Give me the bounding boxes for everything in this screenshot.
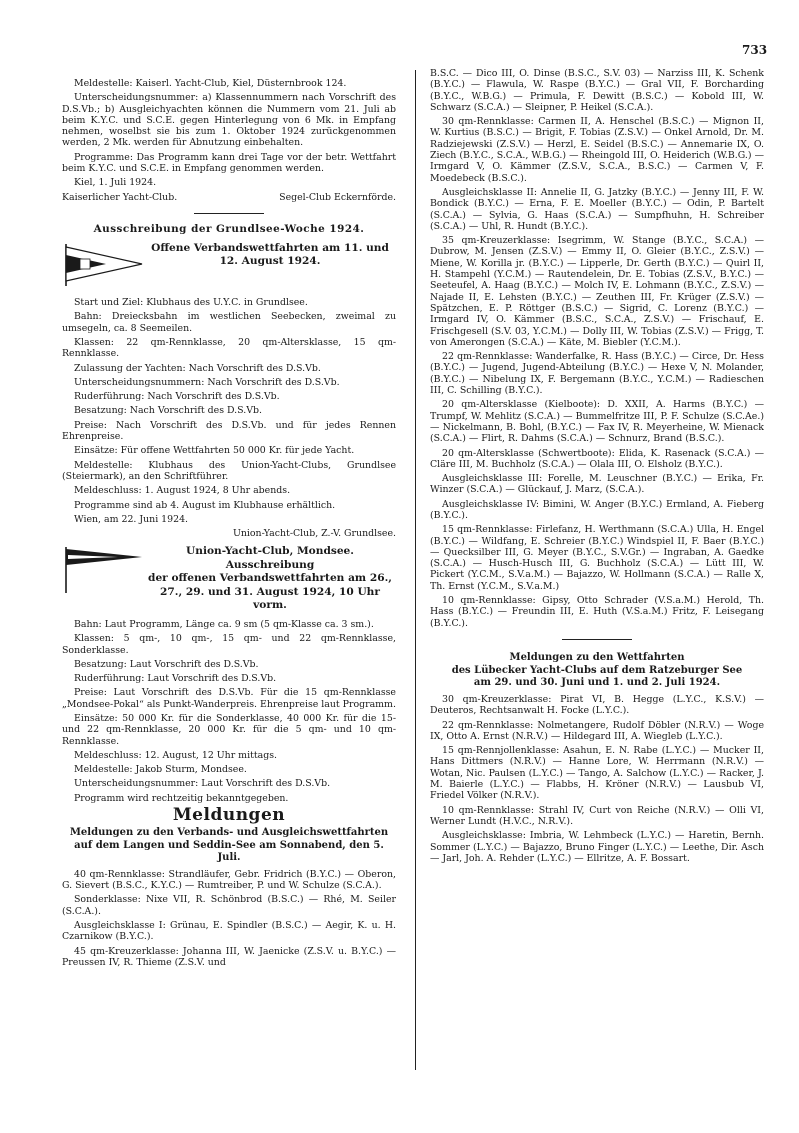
kiel-signatures (62, 192, 396, 203)
grundlsee-item: Besatzung: Nach Vorschrift des D.S.Vb. (74, 405, 262, 417)
mondsee-title: Ausschreibung (225, 558, 315, 571)
luebeck-item: Ausgleichsklasse: Imbria, W. Lehmbeck (L.Y.C.) — Haretin, Bernh. Sommer (L.Y.C.) — Bajazzo, Bruno Finger (L.Y.C.) — Leethe, Dir. Asch — Jarl, Joh. A. Rehder (L.Y.C.) — Ellritze, A. F. Bossart. (430, 830, 764, 864)
luebeck-item: 10 qm-Rennklasse: Strahl IV, Curt von Reiche (N.R.V.) — Olli VI, Werner Lundt (H.V.C., N.R.V.). (430, 804, 764, 827)
grundlsee-item: Meldestelle: Klubhaus des Union-Yacht-Clubs, Grundlsee (Steiermark), an den Schriftführer. (62, 459, 396, 482)
grundlsee-item: Ruderführung: Nach Vorschrift des D.S.Vb. (74, 391, 280, 403)
column-divider (415, 70, 416, 1070)
grundlsee-item: Klassen: 22 qm-Rennklasse, 20 qm-Altersklasse, 15 qm-Rennklasse. (62, 336, 396, 360)
kiel-sign-right: Segel-Club Eckernförde. (279, 191, 396, 203)
mondsee-header-text: der offenen Verbandswettfahrten am 26., 27., 29. und 31. August 1924, 10 Uhr vorm. (148, 572, 392, 612)
entry-list-item: 22 qm-Rennklasse: Wanderfalke, R. Hass (B.Y.C.) — Circe, Dr. Hess (B.Y.C.) — Jugend, Jugend-Abteilung (B.Y.C.) — Hexe V, N. Molander, (B.Y.C.) — Nibelung IX, F. Bergemann (B.Y.C., Y.C.M.) — Radieschen III, C. Schilling (B.Y.C.). (430, 351, 764, 397)
mondsee-item: Bahn: Laut Programm, Länge ca. 9 sm (5 qm-Klasse ca. 3 sm.). (74, 618, 374, 630)
mondsee-section (62, 545, 396, 804)
entry-list-item: B.S.C. — Dico III, O. Dinse (B.S.C., S.V. 03) — Narziss III, K. Schenk (B.Y.C.) — Flawula, W. Raspe (B.Y.C.) — Gral VII, F. Borcharding (B.Y.C., W.B.G.) — Primula, F. Dewitt (B.S.C.) — Kobold III, W. Schwarz (S.C.A.) — Sleipner, P. Heikel (S.C.A.). (430, 68, 764, 113)
mondsee-item: Meldeschluss: 12. August, 12 Uhr mittags. (74, 749, 277, 761)
kiel-sign-left: Kaiserlicher Yacht-Club. (62, 191, 178, 203)
luebeck-section (430, 652, 764, 864)
grundlsee-date: Wien, am 22. Juni 1924. (74, 513, 189, 525)
mondsee-club: Union-Yacht-Club, Mondsee. (186, 545, 354, 558)
luebeck-item: 22 qm-Rennklasse: Nolmetangere, Rudolf Döbler (N.R.V.) — Woge IX, Otto A. Ernst (N.R.V.) — Hildegard III, A. Wiegleb (L.Y.C.). (430, 719, 764, 742)
grundlsee-item: Programme sind ab 4. August im Klubhause erhältlich. (74, 499, 336, 511)
pennant-icon-mondsee (62, 545, 144, 598)
mondsee-item: Preise: Laut Vorschrift des D.S.Vb. Für die 15 qm-Rennklasse „Mondsee-Pokal“ als Punkt-Wanderpreis. Ehrenpreise laut Programm. (62, 687, 396, 710)
mondsee-item: Einsätze: 50 000 Kr. für die Sonderklasse, 40 000 Kr. für die 15- und 22 qm-Rennklasse, 20 000 Kr. für die 5 qm- und 10 qm-Rennklasse. (62, 712, 396, 747)
section-rule (194, 213, 264, 215)
kiel-date: Kiel, 1. Juli 1924. (74, 177, 157, 189)
mondsee-item: Meldestelle: Jakob Sturm, Mondsee. (74, 764, 247, 776)
page-number: 733 (742, 43, 768, 57)
meldungen-item: Ausgleichsklasse I: Grünau, E. Spindler (B.S.C.) — Aegir, K. u. H. Czarnikow (B.Y.C.). (62, 920, 396, 943)
grundlsee-section (62, 224, 396, 539)
grundlsee-item: Start und Ziel: Klubhaus des U.Y.C. in Grundlsee. (74, 297, 308, 309)
mondsee-item: Klassen: 5 qm-, 10 qm-, 15 qm- und 22 qm-Rennklasse, Sonderklasse. (62, 633, 396, 656)
grundlsee-item: Einsätze: Für offene Wettfahrten 50 000 Kr. für jede Yacht. (74, 445, 355, 457)
meldungen-title: Meldungen (172, 805, 286, 826)
kiel-notice (62, 78, 396, 203)
meldungen-item: 45 qm-Kreuzerklasse: Johanna III, W. Jaenicke (Z.S.V. u. B.Y.C.) — Preussen IV, R. Thieme (Z.S.V. und (62, 945, 396, 968)
mondsee-item: Besatzung: Laut Vorschrift des D.S.Vb. (74, 658, 259, 670)
entry-list-item: Ausgleichsklasse II: Annelie II, G. Jatzky (B.Y.C.) — Jenny III, F. W. Bondick (B.Y.C.) — Erna, F. E. Moeller (B.Y.C.) — Odin, P. Bartelt (S.C.A.) — Sylvia, G. Haas (S.C.A.) — Sumpfhuhn, H. Schreiber (S.C.A.) — Uhl, R. Hundt (B.Y.C.). (430, 186, 764, 232)
entry-list-item: 10 qm-Rennklasse: Gipsy, Otto Schrader (V.S.a.M.) Herold, Th. Hass (B.Y.C.) — Freundin III, E. Huth (V.S.a.M.) Fritz, F. Leisegang (B.Y.C.). (430, 595, 764, 629)
kiel-unterscheidung: Unterscheidungsnummer: a) Klassennummern nach Vorschrift des D.S.Vb.; b) Ausgleichyachten können die Nummern vom 21. Juli ab beim K.Y.C. und S.C.E. gegen Hinterlegung von 6 Mk. in Empfang nehmen, woselbst sie bis zum 1. Oktober 1924 zurückgenommen werden, 2 Mk. werden für Abnutzung einbehalten. (62, 92, 396, 149)
entry-list-item: 20 qm-Altersklasse (Schwertboote): Elida, K. Rasenack (S.C.A.) — Cläre III, M. Buchholz (S.C.A.) — Olala III, O. Elsholz (B.Y.C.). (430, 447, 764, 470)
grundlsee-header (62, 242, 396, 291)
grundlsee-item: Preise: Nach Vorschrift des D.S.Vb. und für jedes Rennen Ehrenpreise. (62, 419, 396, 443)
grundlsee-item: Bahn: Dreiecksbahn im westlichen Seebecken, zweimal zu umsegeln, ca. 8 Seemeilen. (62, 311, 396, 334)
entry-list-item: Ausgleichsklasse III: Forelle, M. Leuschner (B.Y.C.) — Erika, Fr. Winzer (S.C.A.) — Glückauf, J. Marz, (S.C.A.). (430, 473, 764, 496)
grundlsee-title: Ausschreibung der Grundlsee-Woche 1924. (93, 223, 365, 236)
meldungen-item: Sonderklasse: Nixe VII, R. Schönbrod (B.S.C.) — Rhé, M. Seiler (S.C.A.). (62, 894, 396, 917)
kiel-programme: Programme: Das Programm kann drei Tage vor der betr. Wettfahrt beim K.Y.C. und S.C.E. in Empfang genommen werden. (62, 151, 396, 175)
section-rule (562, 639, 632, 641)
grundlsee-item: Zulassung der Yachten: Nach Vorschrift des D.S.Vb. (74, 362, 321, 374)
grundlsee-item: Meldeschluss: 1. August 1924, 8 Uhr abends. (74, 485, 291, 497)
luebeck-title-line3: am 29. und 30. Juni und 1. und 2. Juli 1924. (473, 677, 721, 689)
meldungen-subtitle: Meldungen zu den Verbands- und Ausgleichswettfahrten auf dem Langen und Seddin-See am Sonnabend, den 5. Juli. (69, 827, 389, 864)
mondsee-item: Programm wird rechtzeitig bekanntgegeben. (74, 792, 289, 804)
luebeck-item: 15 qm-Rennjollenklasse: Asahun, E. N. Rabe (L.Y.C.) — Mucker II, Hans Dittmers (N.R.V.) — Hanne Lore, W. Herrmann (N.R.V.) — Wotan, Nic. Paulsen (L.Y.C.) — Tango, A. Salchow (L.Y.C.) — Racker, J. M. Baierle (L.Y.C.) — Flabbs, H. Kröner (N.R.V.) — Lausbub VI, Friedel Völker (N.R.V.). (430, 745, 764, 802)
mondsee-items (62, 619, 396, 804)
entry-list-item: 15 qm-Rennklasse: Firlefanz, H. Werthmann (S.C.A.) Ulla, H. Engel (B.Y.C.) — Wildfang, E. Schreier (B.Y.C.) Windspiel II, F. Baer (B.Y.C.) — Quecksilber III, G. Meyer (B.Y.C., S.V.Gr.) — Ingraban, A. Gaedke (S.C.A.) — Husch-Husch III, G. Buchholz (S.C.A.) — Lütt III, W. Pickert (Y.C.M., S.V.a.M.) — Bajazzo, W. Hollmann (S.C.A.) — Ralle X, Th. Ernst (Y.C.M., S.V.a.M.) (430, 524, 764, 592)
pennant-icon-grundlsee (62, 242, 144, 291)
grundlsee-sign: Union-Yacht-Club, Z.-V. Grundlsee. (232, 528, 396, 540)
grundlsee-item: Unterscheidungsnummern: Nach Vorschrift des D.S.Vb. (74, 376, 340, 388)
entry-list-item: 20 qm-Altersklasse (Kielboote): D. XXII, A. Harms (B.Y.C.) — Trumpf, W. Mehlitz (S.C.A.) — Bummelfritze III, P. F. Schulze (S.C.Ae.) — Nickelmann, B. Bohl, (B.Y.C.) — Fax IV, R. Meyerheine, W. Mienack (S.C.A.) — Flirt, R. Dahms (S.C.A.) — Schnurz, Brand (B.S.C.). (430, 399, 764, 445)
meldungen-item: 40 qm-Rennklasse: Strandläufer, Gebr. Fridrich (B.Y.C.) — Oberon, G. Sievert (B.S.C., K.Y.C.) — Rumtreiber, P. und W. Schulze (S.C.A.). (62, 868, 396, 892)
grundlsee-items (62, 297, 396, 511)
right-column (430, 68, 764, 867)
kiel-meldestelle: Meldestelle: Kaiserl. Yacht-Club, Kiel, Düsternbrook 124. (74, 78, 347, 89)
mondsee-item: Ruderführung: Laut Vorschrift des D.S.Vb. (74, 673, 277, 685)
entry-list-item: Ausgleichsklasse IV: Bimini, W. Anger (B.Y.C.) Ermland, A. Fieberg (B.Y.C.). (430, 498, 764, 521)
mondsee-header (62, 545, 396, 613)
left-column (62, 78, 396, 971)
entry-list-item: 35 qm-Kreuzerklasse: Isegrimm, W. Stange (B.Y.C., S.C.A.) — Dubrow, M. Jensen (Z.S.V.) — Emmy II, O. Gleier (B.Y.C., Z.S.V.) — Miene, W. Korilla jr. (B.Y.C.) — Lipperle, Dr. Gerth (B.Y.C.) — Quirl II, H. Stampehl (Y.C.M.) — Rautendelein, Dr. E. Tobias (Z.S.V., B.Y.C.) — Seeteufel, A. Haag (B.Y.C.) — Molch IV, E. Lohmann (B.Y.C., Z.S.V.) — Najade II, E. Lehsten (B.Y.C.) — Zeuthen III, Fr. Krüger (Z.S.V.) — Spätzchen, E. P. Röttger (B.S.C.) — Sigrid, C. Lorenz (B.Y.C.) — Irmgard IV, O. Kämmer (B.S.C., S.C.A., Z.S.V.) — Frischauf, E. Frischgesell (S.V. 03, Y.C.M.) — Dolly III, W. Tobias (Z.S.V.) — Frigg, T. von Amerongen (S.C.A.) — Käte, M. Biebler (Y.C.M.). (430, 235, 764, 348)
mondsee-item: Unterscheidungsnummer: Laut Vorschrift des D.S.Vb. (74, 778, 331, 790)
luebeck-title-line1: Meldungen zu den Wettfahrten (509, 652, 685, 664)
entry-list-item: 30 qm-Rennklasse: Carmen II, A. Henschel (B.S.C.) — Mignon II, W. Kurtius (B.S.C.) — Brigit, F. Tobias (Z.S.V.) — Onkel Arnold, Dr. M. Radziejewski (Z.S.V.) — Herzl, E. Seidel (B.S.C.) — Annemarie IX, O. Ziech (B.Y.C., S.C.A., W.B.G.) — Rheingold III, O. Heiderich (W.B.G.) — Irmgard V, O. Kämmer (Z.S.V., S.C.A., B.S.C.) — Carmen V, F. Moedebeck (B.S.C.). (430, 116, 764, 184)
grundlsee-header-text: Offene Verbandswettfahrten am 11. und 12. August 1924. (151, 241, 389, 268)
meldungen-section (62, 805, 396, 968)
luebeck-title-line2: des Lübecker Yacht-Clubs auf dem Ratzeburger See (451, 664, 743, 676)
luebeck-item: 30 qm-Kreuzerklasse: Pirat VI, B. Hegge (L.Y.C., K.S.V.) — Deuteros, Rechtsanwalt H. Focke (L.Y.C.). (430, 693, 764, 717)
